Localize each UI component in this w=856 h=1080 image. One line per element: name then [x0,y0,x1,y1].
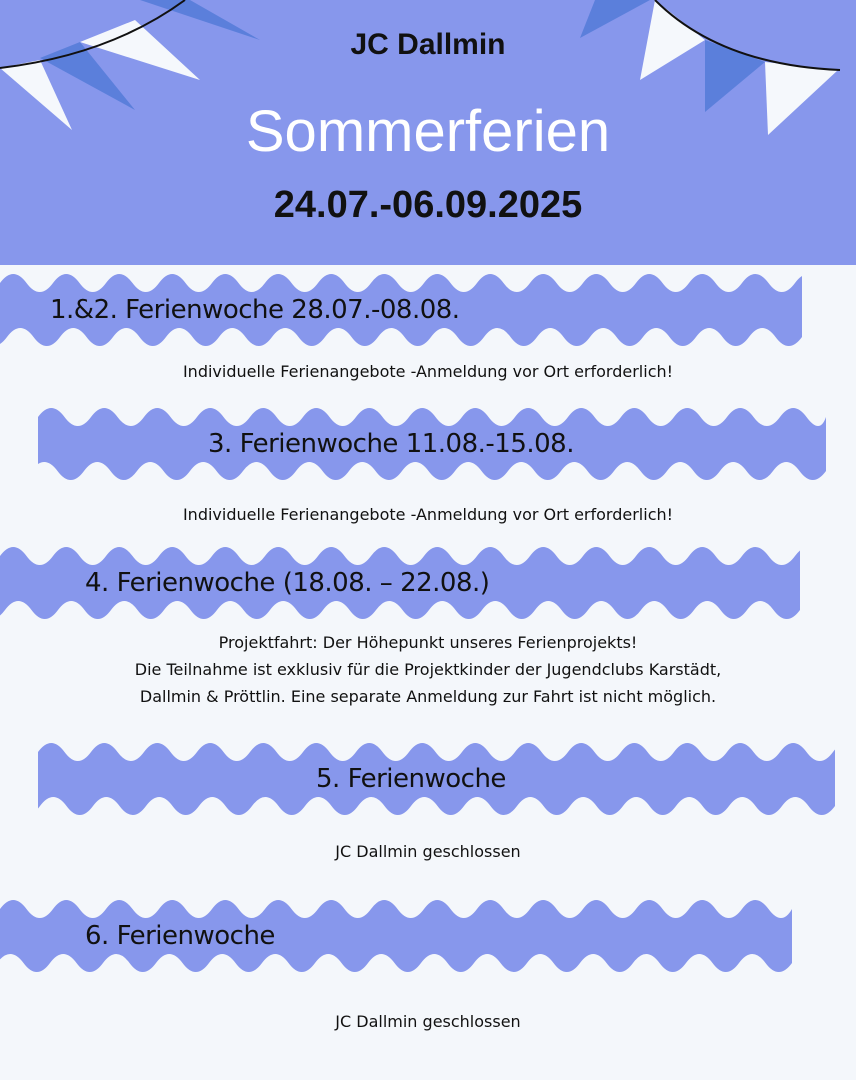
description-line: Die Teilnahme ist exklusiv für die Projektkinder der Jugendclubs Karstädt, [134,660,722,679]
week-label: 5. Ferienwoche [316,764,506,794]
week-label: 3. Ferienwoche 11.08.-15.08. [208,429,574,459]
page-title: Sommerferien [245,99,611,164]
description-line: JC Dallmin geschlossen [335,1012,521,1031]
description-line: Individuelle Ferienangebote -Anmeldung vor Ort erforderlich! [182,362,674,381]
club-name: JC Dallmin [350,28,506,61]
week-description-5 [0,1008,856,1035]
week-label: 6. Ferienwoche [85,921,275,951]
header-banner [0,0,856,265]
week-label: 1.&2. Ferienwoche 28.07.-08.08. [50,295,460,325]
week-banner-2 [38,408,826,480]
week-banner-1 [0,274,802,346]
week-banner-4 [38,743,835,815]
week-description-4 [0,838,856,865]
week-description-3 [0,629,856,710]
description-line: JC Dallmin geschlossen [335,842,521,861]
description-line: Individuelle Ferienangebote -Anmeldung vor Ort erforderlich! [182,505,674,524]
week-description-1 [0,358,856,385]
description-line: Dallmin & Pröttlin. Eine separate Anmeldung zur Fahrt ist nicht möglich. [139,687,717,706]
holiday-dates: 24.07.-06.09.2025 [273,184,583,226]
week-banner-3 [0,547,800,619]
week-label: 4. Ferienwoche (18.08. – 22.08.) [85,568,490,598]
week-banner-5 [0,900,792,972]
description-line: Projektfahrt: Der Höhepunkt unseres Ferienprojekts! [218,633,638,652]
week-description-2 [0,501,856,528]
